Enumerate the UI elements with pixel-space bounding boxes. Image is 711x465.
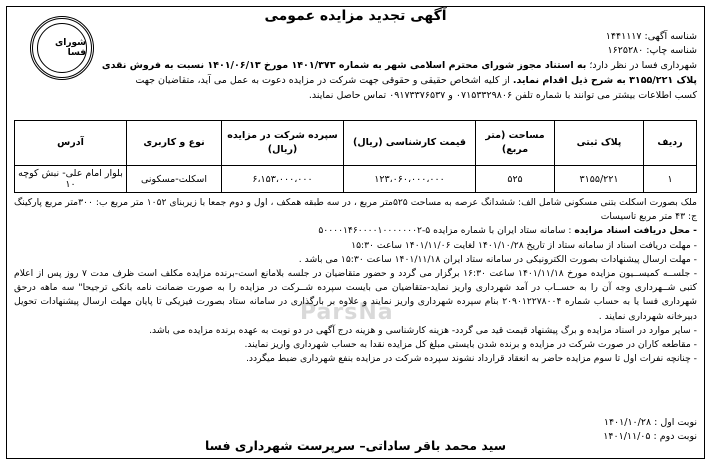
col-appraisal: قیمت کارشناسی (ریال): [344, 121, 476, 166]
intro-paragraph: [14, 58, 697, 103]
seal-text: شورای فسا: [37, 23, 87, 73]
cell-deposit: ۶،۱۵۳،۰۰۰،۰۰۰: [222, 166, 344, 193]
intro-line3: کسب اطلاعات بیشتر می توانند با شماره تلفن ۰۷۱۵۳۳۲۹۸۰۶ و ۰۹۱۷۳۳۷۶۵۳۷ تماس حاصل نمایند.: [308, 90, 697, 101]
documents-location-label: - محل دریافت اسناد مزایده: [574, 225, 697, 237]
other-terms: - سایر موارد در اسناد مزایده و برگ پیشنهاد قیمت قید می گردد- هزینه کارشناسی و هزینه درج آگهی در دو نوبت به عهده برنده مزایده می باشد.: [149, 324, 697, 336]
ad-id: شناسه آگهی: ۱۴۴۱۱۱۷: [605, 31, 697, 42]
intro-line2-c: از کلیه اشخاص حقیقی و حقوقی جهت شرکت در مزایده دعوت به عمل می آید، متقاضیان جهت: [135, 75, 513, 86]
col-plaque: پلاک ثبتی: [555, 121, 644, 166]
commission-session: - جلســه کمیســیون مزایده مورخ ۱۴۰۱/۱۱/۱۸ ساعت ۱۶:۳۰ برگزار می گردد و حضور متقاضیان در جلسه بلامانع است-برنده مزایده مکلف است ظرف مدت ۷ روز پس از اعلام کتبی شــهرداری وجه آن را به حســاب در آمد شهرداری واریز نماید-متقاضیان می بایست سپرده شــرکت در مزایده را به صورت ضمانت نامه بانکی ترجیحا" سه ماهه درحق شهرداری فسا یا به حساب شماره ۲۰۹۰۱۲۲۷۸۰۰۴ بنام سپرده شهرداری واریز نمایند و علاوه بر بارگذاری در سامانه ستاد بصورت فیزیکی تا پایان مهلت ارسال پیشنهادات تحویل دبیرخانه شهرداری نمایند .: [14, 268, 698, 322]
cell-type: اسکلت-مسکونی: [127, 166, 222, 193]
intro-line2-b: پلاک ۳۱۵۵/۲۲۱ به شرح ذیل اقدام نماید.: [512, 75, 697, 86]
table-header-row: [15, 121, 697, 166]
cell-plaque: ۳۱۵۵/۲۲۱: [555, 166, 644, 193]
col-deposit: سپرده شرکت در مزایده (ریال): [222, 121, 344, 166]
second-publication: نوبت دوم : ۱۴۰۱/۱۱/۰۵: [603, 431, 697, 442]
documents-deadline: - مهلت دریافت اسناد از سامانه ستاد از تاریخ ۱۴۰۱/۱۰/۲۸ لغایت ۱۴۰۱/۱۱/۰۶ ساعت ۱۵:۳۰: [351, 239, 697, 251]
forfeit-terms: - چنانچه نفرات اول تا سوم مزایده حاضر به انعقاد قرارداد نشوند سپرده شرکت در مزایده بنفع شهرداری ضبط میگردد.: [245, 353, 697, 365]
documents-location: [14, 224, 697, 238]
submission-deadline: - مهلت ارسال پیشنهادات بصورت الکترونیکی در سامانه ستاد ایران ۱۴۰۱/۱۱/۱۸ ساعت ۱۵:۳۰ می باشد .: [298, 253, 697, 265]
signature: سید محمد باقر ساداتی– سرپرست شهرداری فسا: [204, 438, 507, 453]
intro-line1-a: شهرداری فسا در نظر دارد؛: [586, 60, 697, 71]
print-id: شناسه چاپ: ۱۶۲۵۲۸۰: [607, 45, 697, 56]
col-address: آدرس: [15, 121, 127, 166]
intro-line1-b: به استناد مجوز شورای محترم اسلامی شهر به شماره ۱۴۰۱/۳۷۳ مورخ ۱۴۰۱/۰۶/۱۳ نسبت به فروش نقدی: [101, 60, 587, 71]
conditions-text: [14, 196, 697, 366]
col-type: نوع و کاربری: [127, 121, 222, 166]
property-description: ملک بصورت اسکلت بتنی مسکونی شامل الف: ششدانگ عرصه به مساحت ۵۲۵متر مربع ، در سه طبقه همکف ، اول و دوم جمعا با زیربنای ۱۰۵۲ متر مربع ب: ۳۰۰متر مربع پارکینگ ج: ۴۳ متر مربع تاسیسات: [14, 197, 697, 223]
first-publication: نوبت اول : ۱۴۰۱/۱۰/۲۸: [603, 417, 697, 428]
page-title: آگهی تجدید مزایده عمومی: [264, 8, 447, 24]
col-row-number: ردیف: [644, 121, 697, 166]
cell-row-number: ۱: [644, 166, 697, 193]
auction-table: [14, 120, 697, 193]
watermark: ParsNa: [300, 300, 394, 325]
contractor-terms: - مقاطعه کاران در صورت شرکت در مزایده و برنده شدن بایستی مبلغ کل مزایده نقدا به حساب شهرداری واریز نمایند.: [244, 339, 697, 351]
ad-meta: [606, 30, 697, 58]
cell-appraisal: ۱۲۳،۰۶۰،۰۰۰،۰۰۰: [344, 166, 476, 193]
documents-location-text: : سامانه ستاد ایران با شماره مزایده ۵-۵۰۰۰۰۱۴۶۰۰۰۰۱۰۰۰۰۰۰۰۲: [318, 225, 575, 237]
table-row: [15, 166, 697, 193]
cell-address: بلوار امام علی- نبش کوچه ۱۰: [15, 166, 127, 193]
col-area: مساحت (متر مربع): [476, 121, 555, 166]
cell-area: ۵۲۵: [476, 166, 555, 193]
